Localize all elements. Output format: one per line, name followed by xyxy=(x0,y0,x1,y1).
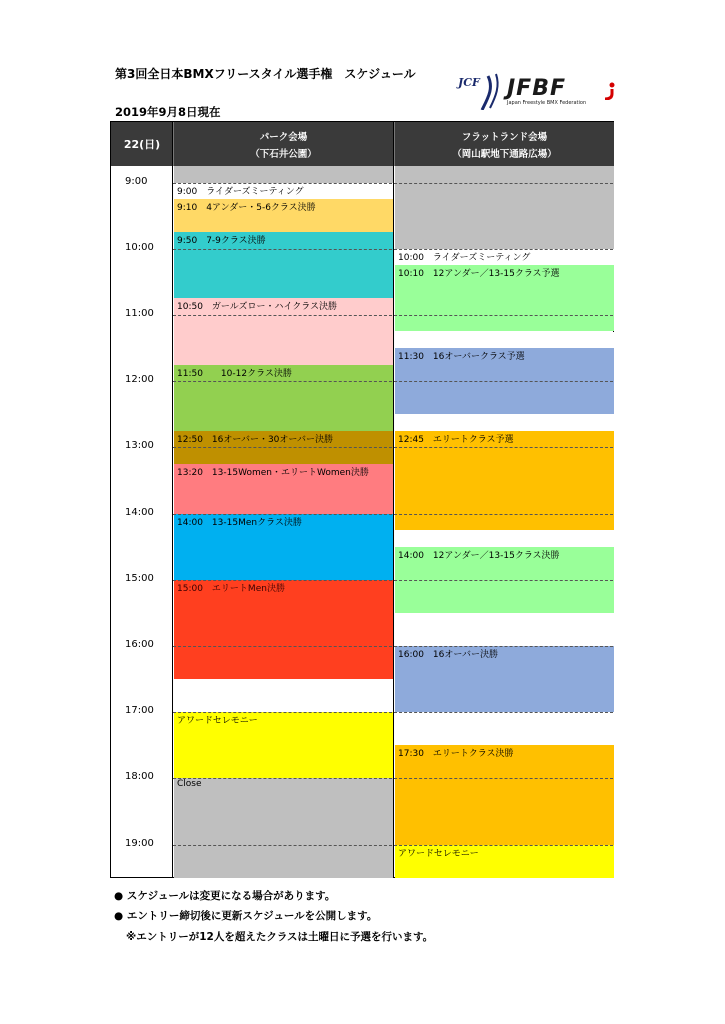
time-label: 14:00 xyxy=(125,506,154,518)
as-of-date: 2019年9月8日現在 xyxy=(115,105,221,119)
park-event-block xyxy=(174,679,393,712)
date-label: 22(日) xyxy=(123,138,161,151)
park-event-block xyxy=(174,580,393,679)
park-event-label: アワードセレモニー xyxy=(177,716,258,727)
park-event-label: 15:00 エリートMen決勝 xyxy=(177,583,285,594)
time-label: 9:00 xyxy=(125,175,148,187)
park-venue-location: （下石井公園） xyxy=(250,149,317,160)
park-event-block xyxy=(174,298,393,364)
time-label: 16:00 xyxy=(125,638,154,650)
flat-event-block xyxy=(395,265,614,331)
park-event-label: 9:10 4アンダー・5-6クラス決勝 xyxy=(177,203,316,214)
park-event-block xyxy=(174,232,393,298)
flat-event-block xyxy=(395,166,614,249)
time-label: 18:00 xyxy=(125,771,154,783)
time-label: 11:00 xyxy=(125,307,154,319)
flat-event-label: アワードセレモニー xyxy=(398,848,479,859)
flat-event-block xyxy=(395,613,614,646)
park-event-block xyxy=(174,183,393,200)
note-item: ※エントリーが12人を超えたクラスは土曜日に予選を行います。 xyxy=(126,931,434,943)
column-divider xyxy=(393,122,394,877)
time-label: 17:00 xyxy=(125,705,154,717)
time-label: 19:00 xyxy=(125,837,154,849)
jfbf-logo-subtitle: Japan Freestyle BMX Federation xyxy=(507,100,587,106)
park-event-label: 12:50 16オーバー・30オーバー決勝 xyxy=(177,434,333,445)
park-event-block xyxy=(174,365,393,431)
flat-event-block xyxy=(395,530,614,547)
park-event-label: 9:00 ライダーズミーティング xyxy=(177,186,304,197)
date-column-header xyxy=(111,122,173,166)
flat-event-block xyxy=(395,332,614,349)
flat-event-block xyxy=(395,845,614,878)
flat-event-label: 17:30 エリートクラス決勝 xyxy=(398,749,514,760)
park-event-block xyxy=(174,712,393,778)
park-column-header xyxy=(173,122,393,166)
jfbf-logo xyxy=(505,76,617,110)
flat-event-block xyxy=(395,249,614,266)
park-event-block xyxy=(174,514,393,580)
park-event-block xyxy=(174,431,393,448)
jcf-swoosh-icon xyxy=(458,70,506,110)
park-event-label: 14:00 13-15Menクラス決勝 xyxy=(177,517,302,528)
park-event-block xyxy=(174,447,393,464)
flat-event-block xyxy=(395,414,614,431)
flat-event-label: 14:00 12アンダー／13-15クラス決勝 xyxy=(398,550,560,561)
flat-event-label: 10:10 12アンダー／13-15クラス予選 xyxy=(398,269,560,280)
park-event-label: 13:20 13-15Women・エリートWomen決勝 xyxy=(177,467,369,478)
note-item: ● エントリー締切後に更新スケジュールを公開します。 xyxy=(114,910,378,922)
flat-event-block xyxy=(395,745,614,844)
flat-event-label: 10:00 ライダーズミーティング xyxy=(398,252,531,263)
time-label: 10:00 xyxy=(125,241,154,253)
flat-event-label: 12:45 エリートクラス予選 xyxy=(398,434,514,445)
park-event-label: 10:50 ガールズロー・ハイクラス決勝 xyxy=(177,302,338,313)
park-event-block xyxy=(174,199,393,232)
jcf-logo xyxy=(458,70,506,110)
schedule-table xyxy=(110,121,614,878)
time-label: 12:00 xyxy=(125,374,154,386)
flat-event-block xyxy=(395,431,614,530)
park-event-label: 11:50 10-12クラス決勝 xyxy=(177,368,292,379)
flat-event-block xyxy=(395,712,614,745)
park-event-label: 9:50 7-9クラス決勝 xyxy=(177,236,266,247)
column-divider xyxy=(172,122,173,877)
jcf-logo-text: JCF xyxy=(458,76,480,89)
time-label: 15:00 xyxy=(125,572,154,584)
park-event-block xyxy=(174,464,393,514)
note-item: ● スケジュールは変更になる場合があります。 xyxy=(114,890,336,902)
page-title: 第3回全日本BMXフリースタイル選手権 スケジュール xyxy=(115,67,416,81)
flat-event-label: 11:30 16オーバークラス予選 xyxy=(398,352,525,363)
flat-venue-name: フラットランド会場 xyxy=(461,132,548,143)
flat-event-block xyxy=(395,646,614,712)
park-event-block xyxy=(174,166,393,183)
park-venue-name: パーク会場 xyxy=(259,132,308,143)
jfbf-logo-text: JFBF xyxy=(507,76,567,101)
park-event-label: Close xyxy=(177,779,202,790)
park-event-block xyxy=(174,778,393,877)
time-label: 13:00 xyxy=(125,440,154,452)
flat-column-header xyxy=(394,122,614,166)
flat-venue-location: （岡山駅地下通路広場） xyxy=(452,149,557,160)
flat-event-label: 16:00 16オーバー決勝 xyxy=(398,649,498,660)
jfbf-mark-icon xyxy=(603,82,615,100)
